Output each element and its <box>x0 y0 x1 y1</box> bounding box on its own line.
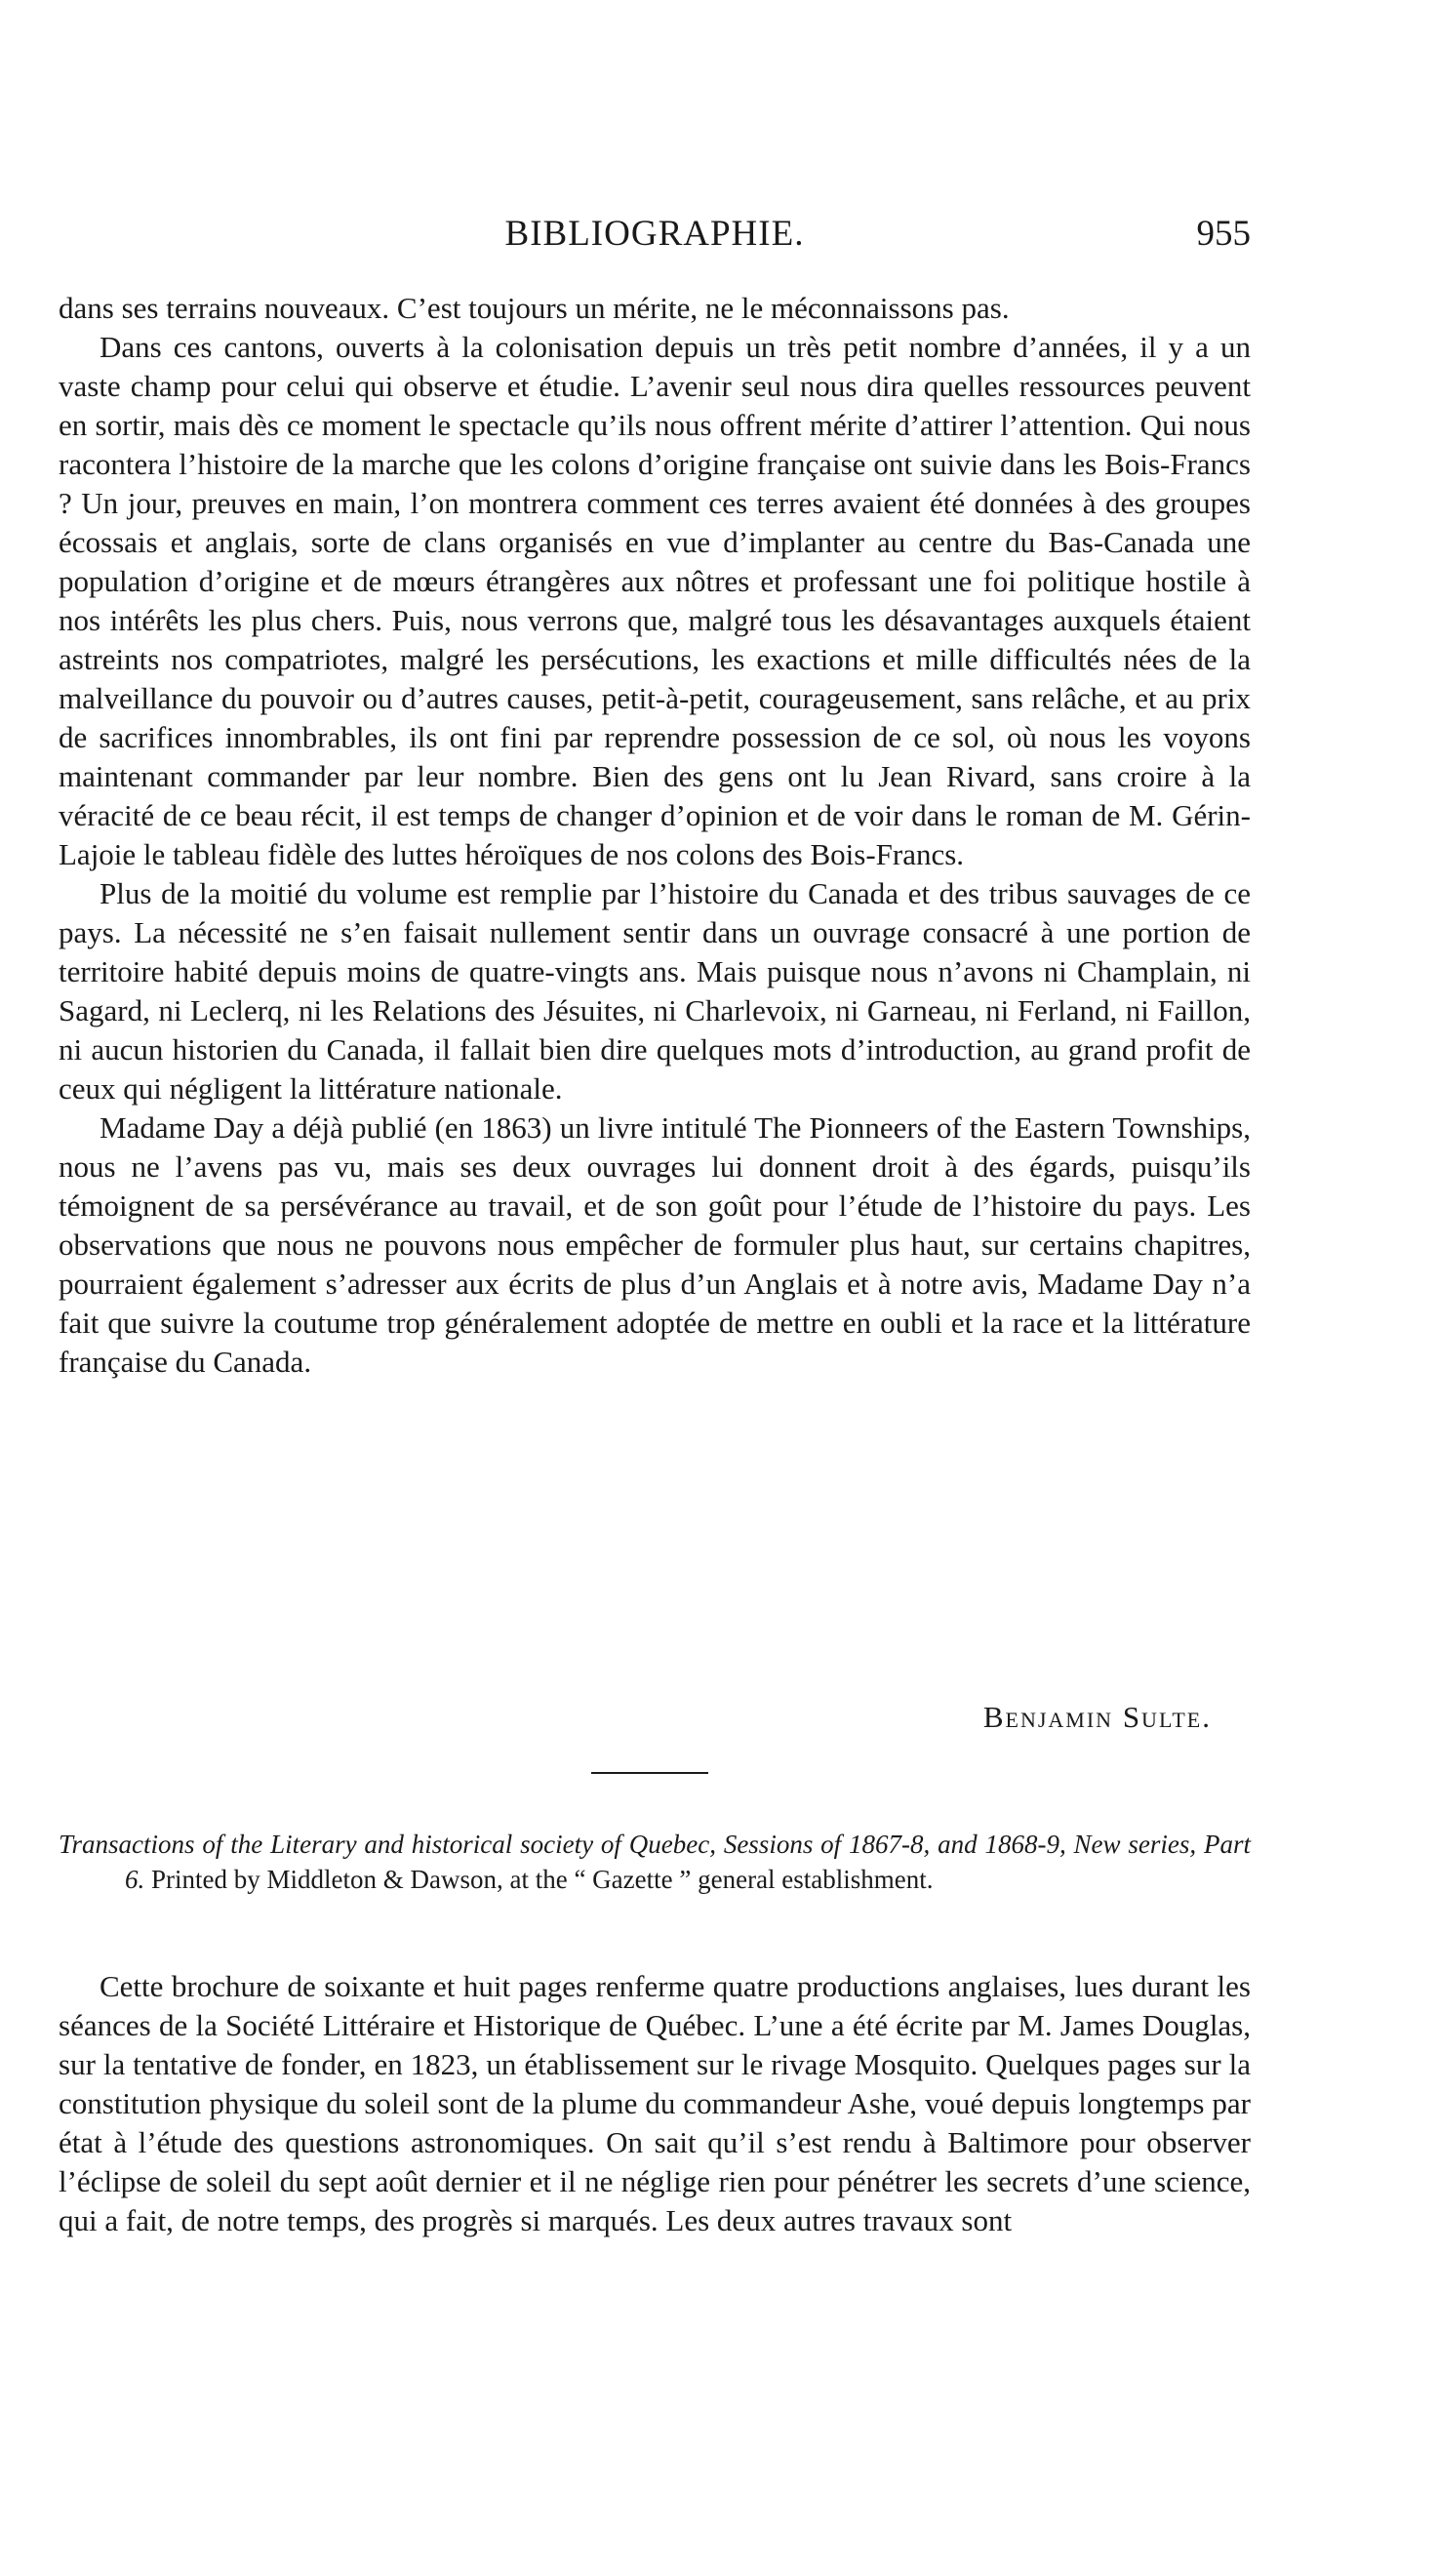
paragraph-histoire-canada: Plus de la moitié du volume est remplie par l’histoire du Canada et des tribus sauvages de ce pays. La nécessité ne s’en faisait nullement sentir dans un ouvrage consacré à une portion de territoire habité depuis moins de quatre-vingts ans. Mais puisque nous n’avons ni Champlain, ni Sagard, ni Leclerq, ni les Relations des Jésuites, ni Charlevoix, ni Garneau, ni Ferland, ni Faillon, ni aucun historien du Canada, il fallait bien dire quelques mots d’introduction, au grand profit de ceux qui négligent la littérature nationale. <box>59 876 1251 1106</box>
paragraph-madame-day: Madame Day a déjà publié (en 1863) un livre intitulé The Pionneers of the Eastern Townships, nous ne l’avens pas vu, mais ses deux ouvrages lui donnent droit à des égards, puisqu’ils témoignent de sa persévérance au travail, et de son goût pour l’étude de l’histoire du pays. Les observations que nous ne pouvons nous empêcher de formuler plus haut, sur certains chapitres, pourraient également s’adresser aux écrits de plus d’un Anglais et à notre avis, Madame Day n’a fait que suivre la coutume trop généralement adoptée de mettre en oubli et la race et la littérature française du Canada. <box>59 1110 1251 1379</box>
paragraph-continuation: dans ses terrains nouveaux. C’est toujours un mérite, ne le méconnaissons pas. <box>59 291 1010 325</box>
running-title: BIBLIOGRAPHIE. <box>504 214 805 254</box>
signature: Benjamin Sulte. <box>982 1700 1212 1734</box>
page-header <box>59 213 1251 263</box>
review-sulte <box>59 289 1251 1382</box>
citation-title: Transactions of the Literary and historical society of Quebec, Sessions of 1867-8, and 1868-9, New series, Part 6. <box>59 1830 1251 1894</box>
page-number: 955 <box>1196 214 1251 254</box>
citation-imprint: Printed by Middleton & Dawson, at the “ Gazette ” general establishment. <box>151 1865 934 1894</box>
paragraph-brochure: Cette brochure de soixante et huit pages renferme quatre productions anglaises, lues durant les séances de la Société Littéraire et Historique de Québec. L’une a été écrite par M. James Douglas, sur la tentative de fonder, en 1823, un établissement sur le rivage Mosquito. Quelques pages sur la constitution physique du soleil sont de la plume du commandeur Ashe, voué depuis longtemps par état à l’étude des questions astronomiques. On sait qu’il s’est rendu à Baltimore pour observer l’éclipse de soleil du sept août dernier et il ne néglige rien pour pénétrer les secrets d’une science, qui a fait, de notre temps, des progrès si marqués. Les deux autres travaux sont <box>59 1969 1251 2237</box>
bibliographic-citation <box>59 1827 1251 1897</box>
review-transactions <box>59 1967 1251 2240</box>
signature-block <box>59 1698 1251 1737</box>
section-rule <box>591 1772 708 1774</box>
paragraph-bois-francs: Dans ces cantons, ouverts à la colonisation depuis un très petit nombre d’années, il y a un vaste champ pour celui qui observe et étudie. L’avenir seul nous dira quelles ressources peuvent en sortir, mais dès ce moment le spectacle qu’ils nous offrent mérite d’attirer l’attention. Qui nous racontera l’histoire de la marche que les colons d’origine française ont suivie dans les Bois-Francs ? Un jour, preuves en main, l’on montrera comment ces terres avaient été données à des groupes écossais et anglais, sorte de clans organisés en vue d’implanter au centre du Bas-Canada une population d’origine et de mœurs étrangères aux nôtres et professant une foi politique hostile à nos intérêts les plus chers. Puis, nous verrons que, malgré tous les désavantages auxquels étaient astreints nos compatriotes, malgré les persécutions, les exactions et mille difficultés nées de la malveillance du pouvoir ou d’autres causes, petit-à-petit, courageusement, sans relâche, et au prix de sacrifices innombrables, ils ont fini par reprendre possession de ce sol, où nous les voyons maintenant commander par leur nombre. Bien des gens ont lu Jean Rivard, sans croire à la véracité de ce beau récit, il est temps de changer d’opinion et de voir dans le roman de M. Gérin-Lajoie le tableau fidèle des luttes héroïques de nos colons des Bois-Francs. <box>59 330 1251 871</box>
